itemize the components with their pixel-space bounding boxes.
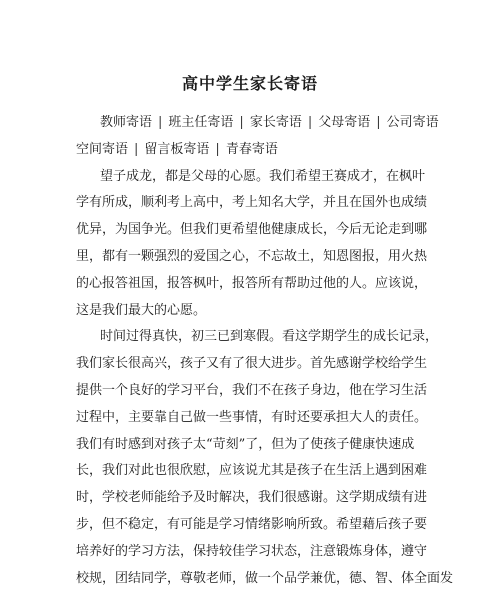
nav-link-father-mother[interactable]: 父母寄语 <box>318 115 371 130</box>
paragraph-line: 我们有时感到对孩子太“苛刻”了，但为了使孩子健康快速成 <box>76 436 415 452</box>
paragraph-line: 校规，团结同学，尊敬老师，做一个品学兼优，德、智、体全面发 <box>76 570 454 586</box>
paragraph-line: 这是我们最大的心愿。 <box>76 302 207 318</box>
paragraph-line: 的心报答祖国，报答枫叶，报答所有帮助过他的人。应该说， <box>76 275 428 291</box>
nav-link-parent[interactable]: 家长寄语 <box>249 115 302 130</box>
paragraph-line: 里，都有一颗强烈的爱国之心，不忘故土，知恩图报，用火热 <box>76 248 428 264</box>
nav-separator: | <box>215 141 220 157</box>
paragraph-line: 长，我们对此也很欣慰，应该说尤其是孩子在生活上遇到困难 <box>76 463 428 479</box>
nav-separator: | <box>158 115 163 130</box>
article-body <box>76 110 454 592</box>
paragraph-line: 过程中，主要靠自己做一些事情，有时还要承担大人的责任。 <box>76 409 428 425</box>
paragraph-line: 优异，为国争光。但我们更希望他健康成长，今后无论走到哪 <box>76 222 428 238</box>
paragraph-line: 时，学校老师能给予及时解决，我们很感谢。这学期成绩有进 <box>76 490 428 506</box>
nav-separator: | <box>239 115 244 130</box>
paragraph-line: 提供一个良好的学习平台，我们不在孩子身边，他在学习生活 <box>76 382 428 398</box>
nav-line-2 <box>76 137 426 164</box>
paragraph-line: 望子成龙，都是父母的心愿。我们希望王赛成才，在枫叶 <box>100 168 426 184</box>
nav-line-1 <box>76 110 439 137</box>
paragraph-line: 我们家长很高兴，孩子又有了很大进步。首先感谢学校给学生 <box>76 356 428 372</box>
nav-link-teacher[interactable]: 教师寄语 <box>100 115 153 130</box>
nav-link-message-board[interactable]: 留言板寄语 <box>144 141 210 157</box>
nav-separator: | <box>376 115 381 130</box>
paragraph-line: 时间过得真快，初三已到寒假。看这学期学生的成长记录， <box>100 329 439 345</box>
paragraph-line: 培养好的学习方法，保持较佳学习状态，注意锻炼身体，遵守 <box>76 543 428 559</box>
paragraph-line: 学有所成，顺利考上高中，考上知名大学，并且在国外也成绩 <box>76 195 428 211</box>
page-title: 高中学生家长寄语 <box>181 74 318 93</box>
paragraph-line: 步，但不稳定，有可能是学习情绪影响所致。希望藉后孩子要 <box>76 516 428 532</box>
nav-link-head-teacher[interactable]: 班主任寄语 <box>168 115 234 130</box>
nav-separator: | <box>307 115 313 130</box>
nav-link-space[interactable]: 空间寄语 <box>76 141 129 157</box>
nav-separator: | <box>134 141 139 157</box>
nav-link-youth[interactable]: 青春寄语 <box>225 141 278 157</box>
nav-link-company[interactable]: 公司寄语 <box>386 115 439 130</box>
